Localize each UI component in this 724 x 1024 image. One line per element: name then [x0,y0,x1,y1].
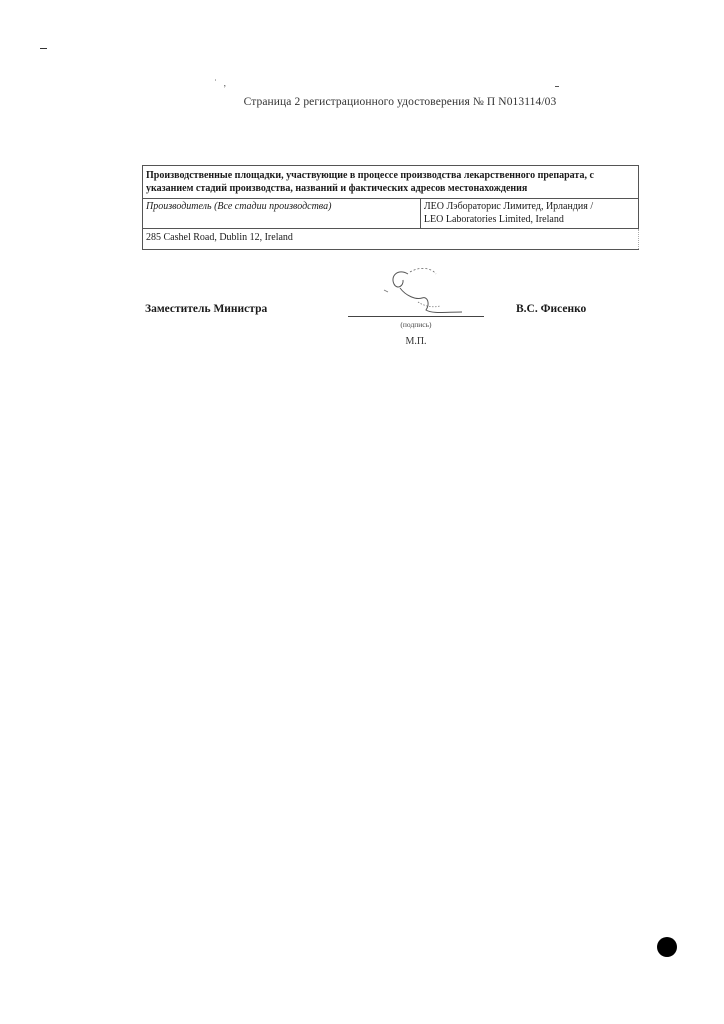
signer-name: В.С. Фисенко [516,303,587,315]
address-cell: 285 Cashel Road, Dublin 12, Ireland [143,229,639,250]
table-row [143,229,639,250]
signature-caption: (подпись) [400,320,432,329]
stamp-place-label: М.П. [405,336,427,347]
table-heading-row [143,166,639,199]
corner-dot-mark [657,937,677,957]
production-stage-cell: Производитель (Все стадии производства) [143,199,421,229]
scan-artifact-marks: ˙ ‚ [214,78,229,88]
scan-artifact-dash [40,48,47,49]
production-sites-table [142,165,639,250]
producer-cell [420,199,638,229]
signer-title: Заместитель Министра [145,303,268,315]
producer-name-en: LEO Laboratories Limited, Ireland [423,213,564,225]
table-heading: Производственные площадки, участвующие в процессе производства лекарственного препарата, с указанием стадий производства, названий и фактических адресов местонахождения [143,166,639,199]
page-header: Страница 2 регистрационного удостоверения № П N013114/03 [243,96,557,108]
producer-name-ru: ЛЕО Лэбораторис Лимитед, Ирландия / [423,201,594,212]
table-row [143,199,639,229]
scan-artifact-mark [555,86,559,87]
